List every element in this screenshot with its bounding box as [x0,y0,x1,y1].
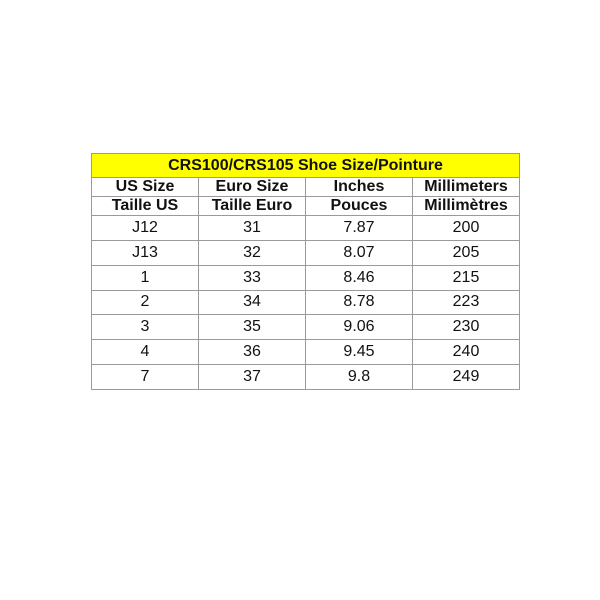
table-cell-us-size: J12 [92,216,199,241]
table-cell-us-size: 7 [92,365,199,390]
table-cell-millimeters: 240 [413,340,520,365]
table-title-row [92,154,520,178]
table-cell-millimeters: 215 [413,265,520,290]
table-cell-millimeters: 200 [413,216,520,241]
column-header-inches: Inches [306,178,413,197]
table-cell-us-size: 3 [92,315,199,340]
column-header-millimeters: Millimeters [413,178,520,197]
table-title: CRS100/CRS105 Shoe Size/Pointure [92,154,520,178]
column-header-us-size: US Size [92,178,199,197]
table-cell-millimeters: 205 [413,240,520,265]
table-cell-euro-size: 32 [199,240,306,265]
table-row [92,265,520,290]
table-cell-euro-size: 31 [199,216,306,241]
table-cell-millimeters: 249 [413,365,520,390]
table-row [92,290,520,315]
table-cell-us-size: 1 [92,265,199,290]
table-cell-inches: 9.8 [306,365,413,390]
table-row [92,365,520,390]
header-row-english [92,178,520,197]
table-cell-us-size: 4 [92,340,199,365]
table-cell-inches: 8.78 [306,290,413,315]
table-cell-inches: 9.06 [306,315,413,340]
table-cell-inches: 8.07 [306,240,413,265]
table-row [92,315,520,340]
table-cell-euro-size: 33 [199,265,306,290]
table-row [92,340,520,365]
column-header-euro-size: Euro Size [199,178,306,197]
table-cell-euro-size: 36 [199,340,306,365]
table-cell-us-size: 2 [92,290,199,315]
shoe-size-table [91,153,520,390]
table-cell-millimeters: 230 [413,315,520,340]
table-cell-millimeters: 223 [413,290,520,315]
table-row [92,216,520,241]
table-row [92,240,520,265]
table-cell-inches: 7.87 [306,216,413,241]
column-header-pouces: Pouces [306,197,413,216]
table-cell-us-size: J13 [92,240,199,265]
column-header-taille-us: Taille US [92,197,199,216]
header-row-french [92,197,520,216]
table-cell-inches: 9.45 [306,340,413,365]
column-header-taille-euro: Taille Euro [199,197,306,216]
table-cell-euro-size: 34 [199,290,306,315]
table-cell-euro-size: 37 [199,365,306,390]
table-cell-euro-size: 35 [199,315,306,340]
table-cell-inches: 8.46 [306,265,413,290]
column-header-millimetres: Millimètres [413,197,520,216]
